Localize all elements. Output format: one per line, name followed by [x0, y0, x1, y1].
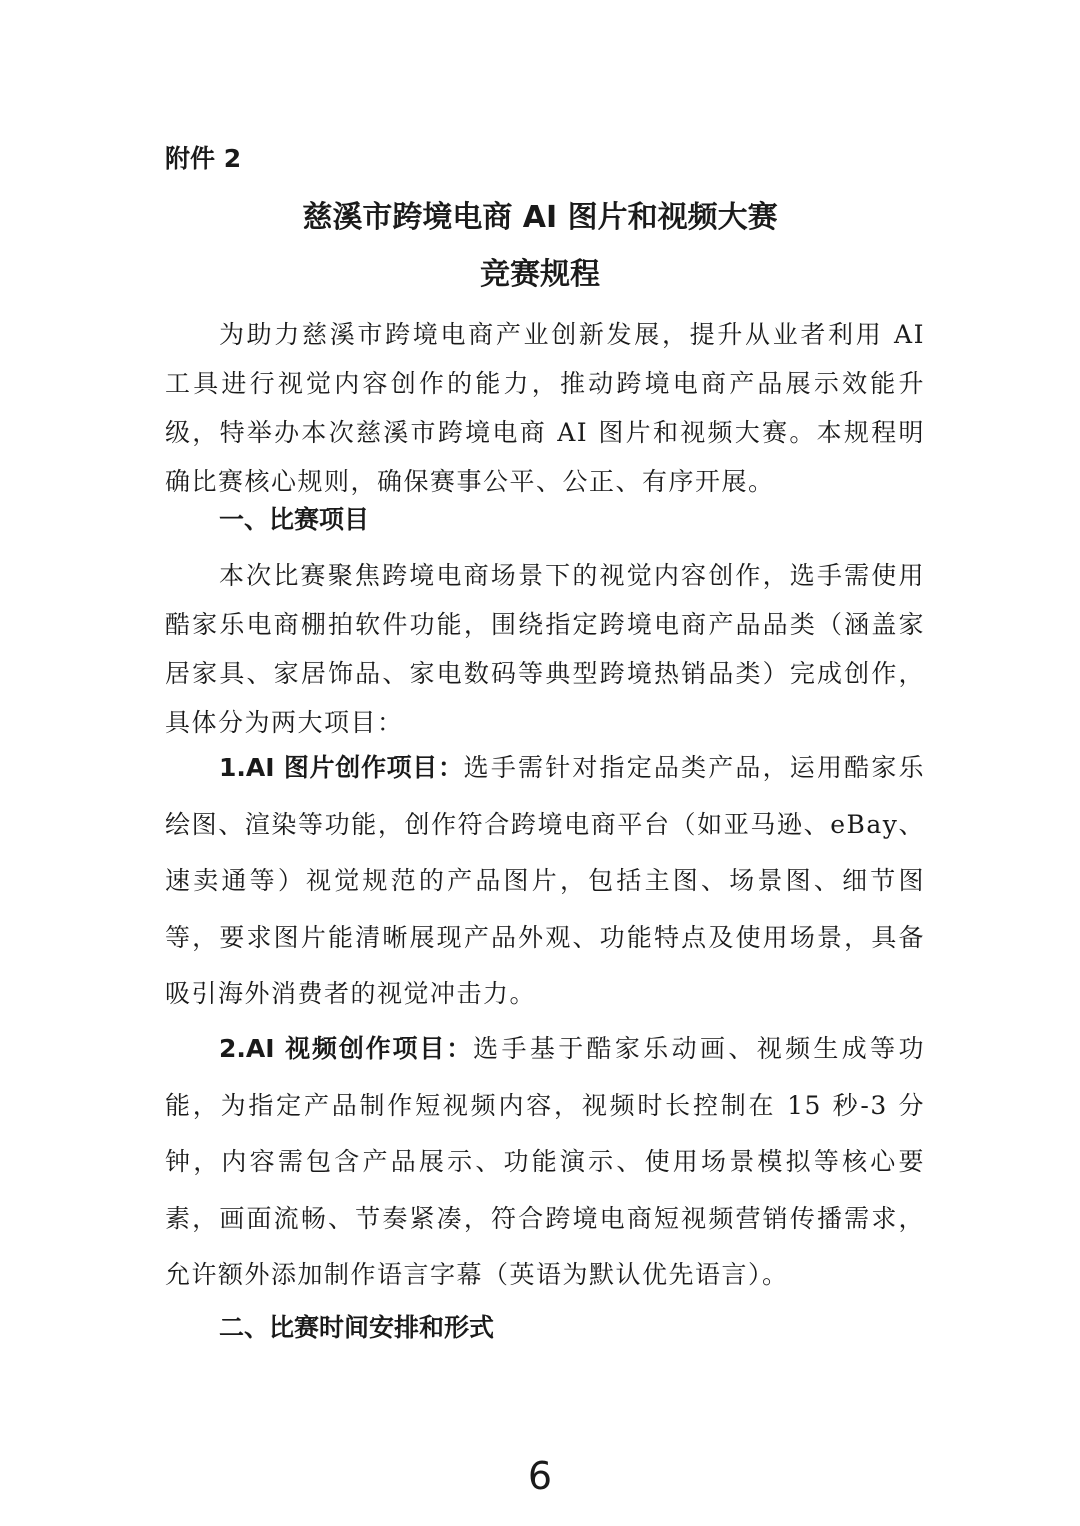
video-project-paragraph — [165, 1021, 925, 1304]
events-paragraph: 本次比赛聚焦跨境电商场景下的视觉内容创作，选手需使用酷家乐电商棚拍软件功能，围绕指定跨境电商产品品类（涵盖家居家具、家居饰品、家电数码等典型跨境热销品类）完成创作，具体分为两大项目： — [165, 561, 925, 737]
section-heading-schedule: 二、比赛时间安排和形式 — [219, 1313, 495, 1342]
document-subtitle: 竞赛规程 — [480, 257, 600, 292]
page-number: 6 — [527, 1454, 553, 1498]
image-project-paragraph — [165, 740, 925, 1023]
image-project-lead: 1.AI 图片创作项目： — [219, 753, 464, 782]
annex-label: 附件 2 — [165, 144, 242, 173]
image-project-text: 选手需针对指定品类产品，运用酷家乐绘图、渲染等功能，创作符合跨境电商平台（如亚马逊、eBay、速卖通等）视觉规范的产品图片，包括主图、场景图、细节图等，要求图片能清晰展现产品外观、功能特点及使用场景，具备吸引海外消费者的视觉冲击力。 — [165, 753, 925, 1008]
document-title: 慈溪市跨境电商 AI 图片和视频大赛 — [302, 200, 778, 235]
video-project-lead: 2.AI 视频创作项目： — [219, 1034, 474, 1063]
intro-paragraph: 为助力慈溪市跨境电商产业创新发展，提升从业者利用 AI 工具进行视觉内容创作的能力，推动跨境电商产品展示效能升级，特举办本次慈溪市跨境电商 AI 图片和视频大赛。本规程明确比赛核心规则，确保赛事公平、公正、有序开展。 — [165, 320, 925, 496]
section-heading-events: 一、比赛项目 — [219, 505, 370, 534]
video-project-text: 选手基于酷家乐动画、视频生成等功能，为指定产品制作短视频内容，视频时长控制在 15 秒-3 分钟，内容需包含产品展示、功能演示、使用场景模拟等核心要素，画面流畅、节奏紧凑，符合跨境电商短视频营销传播需求，允许额外添加制作语言字幕（英语为默认优先语言）。 — [165, 1034, 925, 1289]
